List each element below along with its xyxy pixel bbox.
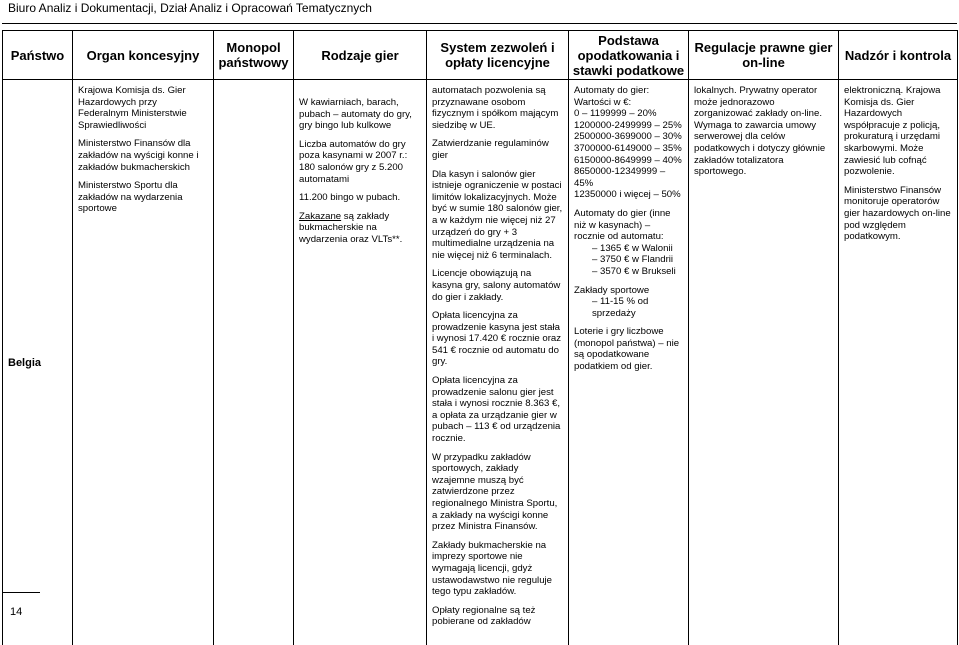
header-rodzaje: Rodzaje gier <box>294 31 427 80</box>
system-text: Opłaty regionalne są też pobierane od zakładów <box>432 604 536 628</box>
podstawa-text: Automaty do gier (inne niż w kasynach) – rocznie od automatu: – 1365 € w Walonii – 3750 € w Flandrii – 3570 € w Brukseli <box>574 208 683 278</box>
header-podstawa: Podstawa opodatkowania i stawki podatkowe <box>569 31 689 80</box>
rodzaje-cell <box>294 83 427 645</box>
system-text: W przypadku zakładów sportowych, zakłady wzajemne muszą być zatwierdzone przez regionalnego Ministra Sportu, a zakłady na wyścigi konne przez Ministra Finansów. <box>432 451 558 533</box>
tax-rate: 0 – 1199999 – 20% <box>574 108 657 120</box>
system-text: Dla kasyn i salonów gier istnieje ograniczenie w postaci limitów lokalizacyjnych. Może być w sumie 180 salonów gier, a w każdym nie więcej niż 27 urządzeń do gry + 3 multimedialne urządzenia na nie więcej niż 6 terminalach. <box>432 168 563 261</box>
header-system: System zezwoleń i opłaty licencyjne <box>427 31 569 80</box>
tax-rate: 1200000-2499999 – 25% <box>574 119 682 131</box>
page-number-rule <box>2 592 40 593</box>
region-rate: – 1365 € w Walonii <box>592 242 673 254</box>
page-number: 14 <box>10 606 23 618</box>
tax-rate: 8650000-12349999 – 45% <box>574 166 666 189</box>
system-text: Opłata licencyjna za prowadzenie salonu gier jest stała i wynosi rocznie 8.363 €, a opłata za urządzanie gier w pubach – 113 € od urządzenia rocznie. <box>432 375 561 445</box>
region-rate: – 3750 € w Flandrii <box>592 254 674 266</box>
podstawa-text: Zakłady sportowe – 11-15 % od sprzedaży <box>574 284 650 319</box>
podstawa-text: Automaty do gier: Wartości w €: 0 – 1199999 – 20% 1200000-2499999 – 25% 2500000-3699000 – 30% 3700000-6149000 – 35% 6150000-8649999 – 40% 8650000-12349999 – 45% 12350000 i więcej – 50% <box>574 85 682 201</box>
nadzor-text: elektroniczną. Krajowa Komisja ds. Gier Hazardowych współpracuje z policją, prokuraturą i urzędami skarbowymi. Może zawiesić lub cofnąć pozwolenie. <box>844 85 941 178</box>
header-nadzor: Nadzór i kontrola <box>839 31 958 80</box>
rodzaje-text: Zakazane są zakłady bukmacherskie na wydarzenia oraz VLTs**. <box>299 210 403 245</box>
organ-text: Ministerstwo Finansów dla zakładów na wyścigi konne i zakładów bukmacherskich <box>78 138 199 173</box>
header-regulacje: Regulacje prawne gier on-line <box>689 31 839 80</box>
regulacje-text: lokalnych. Prywatny operator może jednorazowo zorganizować zakłady on-line. Wymaga to zawarcia umowy serwerowej dla celów podatkowych i dotyczy głównie zakładów totalizatora sportowego. <box>694 85 826 178</box>
prohibited-label: Zakazane <box>299 210 342 222</box>
system-text: Zatwierdzanie regulaminów gier <box>432 138 549 161</box>
tax-rate: 6150000-8649999 – 40% <box>574 154 682 166</box>
comparison-table <box>2 30 958 645</box>
monopol-cell <box>214 83 294 645</box>
regulacje-cell <box>689 83 839 645</box>
header-monopol: Monopol państwowy <box>214 31 294 80</box>
nadzor-text: Ministerstwo Finansów monitoruje operatorów gier hazardowych on-line pod względem podatkowym. <box>844 184 951 243</box>
podstawa-text: Loterie i gry liczbowe (monopol państwa) – nie są opodatkowane podatkiem od gier. <box>574 326 680 373</box>
system-text: Zakłady bukmacherskie na imprezy sportowe nie wymagają licencji, gdyż ustawodawstwo nie reguluje tego typu zakładów. <box>432 539 552 598</box>
header-rule <box>2 23 957 24</box>
region-rate: – 3570 € w Brukseli <box>592 265 676 277</box>
organ-text: Ministerstwo Sportu dla zakładów na wydarzenia sportowe <box>78 180 183 215</box>
system-text: Opłata licencyjna za prowadzenie kasyna jest stała i wynosi 17.420 € rocznie oraz 541 € rocznie od automatu do gry. <box>432 310 562 368</box>
header-organ: Organ koncesyjny <box>73 31 214 80</box>
header-row <box>3 31 958 80</box>
rodzaje-text: 11.200 bingo w pubach. <box>299 192 401 204</box>
system-text: automatach pozwolenia są przyznawane osobom fizycznym i spółkom mającym siedzibę w UE. <box>432 85 559 131</box>
table-row <box>3 83 958 645</box>
tax-rate: 2500000-3699000 – 30% <box>574 131 682 143</box>
system-cell <box>427 83 569 645</box>
podstawa-cell <box>569 83 689 645</box>
organ-text: Krajowa Komisja ds. Gier Hazardowych przy Federalnym Ministerstwie Sprawiedliwości <box>78 85 187 131</box>
tax-rate: 12350000 i więcej – 50% <box>574 189 681 201</box>
nadzor-cell <box>839 83 958 645</box>
organ-cell <box>73 83 214 645</box>
rodzaje-text: W kawiarniach, barach, pubach – automaty do gry, gry bingo lub kulkowe <box>299 97 412 132</box>
document-header: Biuro Analiz i Dokumentacji, Dział Analiz i Opracowań Tematycznych <box>8 1 372 15</box>
header-panstwo: Państwo <box>3 31 73 80</box>
rodzaje-text: Liczba automatów do gry poza kasynami w 2007 r.: 180 salonów gry z 5.200 automatami <box>299 138 408 185</box>
tax-rate: 3700000-6149000 – 35% <box>574 142 682 154</box>
country-cell: Belgia <box>3 83 73 645</box>
system-text: Licencje obowiązują na kasyna gry, salony automatów do gier i zakłady. <box>432 268 561 303</box>
